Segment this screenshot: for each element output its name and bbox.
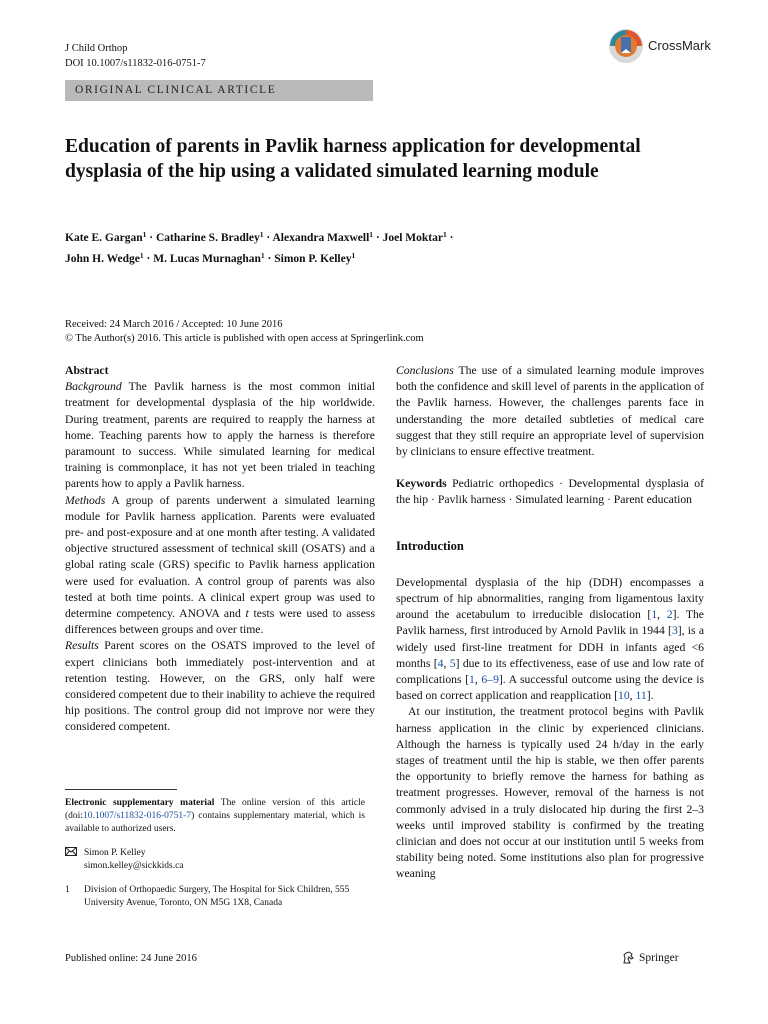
contact-email[interactable]: simon.kelley@sickkids.ca [84,861,184,871]
keywords-text: Pediatric orthopedics · Developmental dysplasia of the hip · Pavlik harness · Simulated learning · Parent education [396,477,705,507]
intro-text: , [474,673,482,687]
author-name[interactable]: Simon P. Kelley [274,253,352,265]
results-text: Parent scores on the OSATS improved to the level of expert clinicians both immediately post-intervention and at retention testing. However, on the GRS, only half were considered competent due to their inability to achieve the required hip positions. The control group did not improve nor were they considered competent. [65,639,376,734]
article-doi: DOI 10.1007/s11832-016-0751-7 [65,58,206,69]
citation-link[interactable]: 10 [617,689,630,703]
methods-text-cont: tests were used to assess differences between groups and over time. [65,607,376,637]
publisher-name: Springer [639,952,679,964]
citation-link[interactable]: 5 [449,656,456,670]
citation-link[interactable]: 3 [671,624,678,638]
introduction-paragraph-2: At our institution, the treatment protocol begins with Pavlik harness application in the clinic by experienced clinicians. Although the harness is typically used 24 h/day in the early stages of treatment until the hip is stable, we then offer parents the opportunity to briefly remove the harness for bathing as treatment progresses. However, removal of the harness is not commonly advised in a truly dislocated hip during the first 2–3 weeks until improved stability is confirmed by the treating clinician and does not occur at our institution until 5 weeks from stability being noted. Some institutions also plan for progressive weaning [396,705,704,881]
author-name[interactable]: Catharine S. Bradley [155,232,260,244]
keywords [396,476,704,508]
author-separator: · [146,232,156,244]
footnotes [65,797,365,910]
citation-link[interactable]: 2 [666,608,673,622]
results-label: Results [65,639,99,653]
contact-details [84,847,365,873]
author-affiliation: 1 [139,251,144,260]
author-name[interactable]: Joel Moktar [382,232,443,244]
citation-link[interactable]: 1 [651,608,658,622]
published-date: Published online: 24 June 2016 [65,953,197,964]
methods-label: Methods [65,493,106,507]
intro-text: ]. [646,689,654,703]
citation-link[interactable]: 11 [635,689,647,703]
abstract-methods [65,493,375,639]
esm-text: The online version of this article (doi: [65,798,365,821]
esm-text-cont: ) contains supplementary material, which is available to authorized users. [65,811,365,834]
journal-name: J Child Orthop [65,43,128,54]
author-line-2 [65,247,705,268]
author-name[interactable]: John H. Wedge [65,253,140,265]
intro-text: Developmental dysplasia of the hip (DDH) encompasses a spectrum of hip abnormalities, ranging from ligamentous laxity around the acetabulum to irreducible dislocation [ [396,575,704,622]
keywords-label: Keywords [396,477,447,491]
background-text: The Pavlik harness is the most common initial treatment for developmental dysplasia of the hip worldwide. During treatment, parents are required to reapply the harness at home. Teaching parents how to apply the harness is therefore paramount to success. While simulated learning for medical training is commonplace, it has not yet been trialed in teaching parents how to apply a Pavlik harness. [65,380,375,491]
methods-text: A group of parents underwent a simulated learning module for Pavlik harness application. Parents were evaluated pre- and post-exposure and at one month after testing. A validated objective structured assessment of technical skill (OSATS) and a global rating scale (GRS) specific to Pavlik harness application were used for evaluation. A control group of parents was also tested at both time points. A clinical expert group was used to determine competency. ANOVA and [65,493,375,621]
author-list [65,226,705,268]
esm-label: Electronic supplementary material [65,798,215,808]
intro-text: ], is a widely used first-line treatment for DDH in infants aged <6 months [ [396,624,705,670]
citation-link[interactable]: 4 [437,656,444,670]
intro-text: ]. The Pavlik harness, first introduced by Arnold Pavlik in 1944 [ [396,608,704,638]
abstract-conclusions [396,363,704,460]
crossmark-icon [608,28,644,64]
abstract-heading: Abstract [65,364,109,377]
intro-text: , [443,656,450,670]
affiliation-text: Division of Orthopaedic Surgery, The Hospital for Sick Children, 555 University Avenue, Toronto, ON M5G 1X8, Canada [84,885,350,908]
journal-info [65,41,206,71]
affiliation-marker: 1 [65,885,70,895]
introduction-heading: Introduction [396,538,464,553]
esm-note [65,797,365,836]
crossmark-label: CrossMark [648,38,711,53]
intro-text: ] due to its effectiveness, ease of use and low rate of complications [ [396,656,705,687]
abstract-results [65,638,375,735]
abstract-background [65,379,375,492]
intro-text: , [629,689,636,703]
affiliation-note [65,884,365,910]
crossmark-badge[interactable] [608,28,714,64]
author-line-1 [65,226,705,247]
esm-doi-link[interactable]: 10.1007/s11832-016-0751-7 [82,811,192,821]
author-separator: · [263,232,273,244]
author-separator: · [446,232,454,244]
author-separator: · [264,253,275,265]
author-name[interactable]: M. Lucas Murnaghan [153,253,261,265]
contact-note [65,847,365,873]
citation-link[interactable]: 1 [469,673,475,687]
background-label: Background [65,380,122,394]
author-separator: · [373,232,383,244]
author-affiliation: 1 [369,230,374,239]
introduction-paragraph-1 [396,575,704,705]
publisher-logo[interactable] [621,951,679,965]
conclusions-label: Conclusions [396,364,454,377]
citation-link[interactable]: 6–9 [481,673,499,687]
right-column [396,363,704,883]
article-dates [65,318,705,346]
author-affiliation: 1 [142,230,147,239]
author-name[interactable]: Kate E. Gargan [65,232,143,244]
article-type-banner: ORIGINAL CLINICAL ARTICLE [65,80,373,101]
received-accepted-dates: Received: 24 March 2016 / Accepted: 10 June 2016 [65,319,283,330]
author-affiliation: 1 [259,230,264,239]
author-separator: · [143,253,154,265]
article-title: Education of parents in Pavlik harness application for developmental dysplasia of the hip using a validated simulated learning module [65,136,641,182]
copyright-notice: © The Author(s) 2016. This article is published with open access at Springerlink.com [65,333,424,344]
contact-name: Simon P. Kelley [84,848,146,858]
intro-text: , [657,608,667,622]
methods-t-symbol: t [245,607,249,621]
author-affiliation: 1 [260,251,265,260]
envelope-icon [65,847,84,873]
footnote-divider [65,789,177,790]
conclusions-text: The use of a simulated learning module improves both the confidence and skill level of parents in the application of the Pavlik harness. However, the challenges parents face in understanding the more detailed subtleties of medical care suggest that they still require an appropriate level of supervision by clinicians to ensure effective treatment. [396,364,704,459]
springer-horse-icon [621,951,635,965]
author-affiliation: 1 [442,230,447,239]
intro-text: ]. A successful outcome using the device is based on correct application and reapplication [ [396,673,705,703]
left-column [65,363,375,736]
author-name[interactable]: Alexandra Maxwell [272,232,370,244]
author-affiliation: 1 [351,251,356,260]
